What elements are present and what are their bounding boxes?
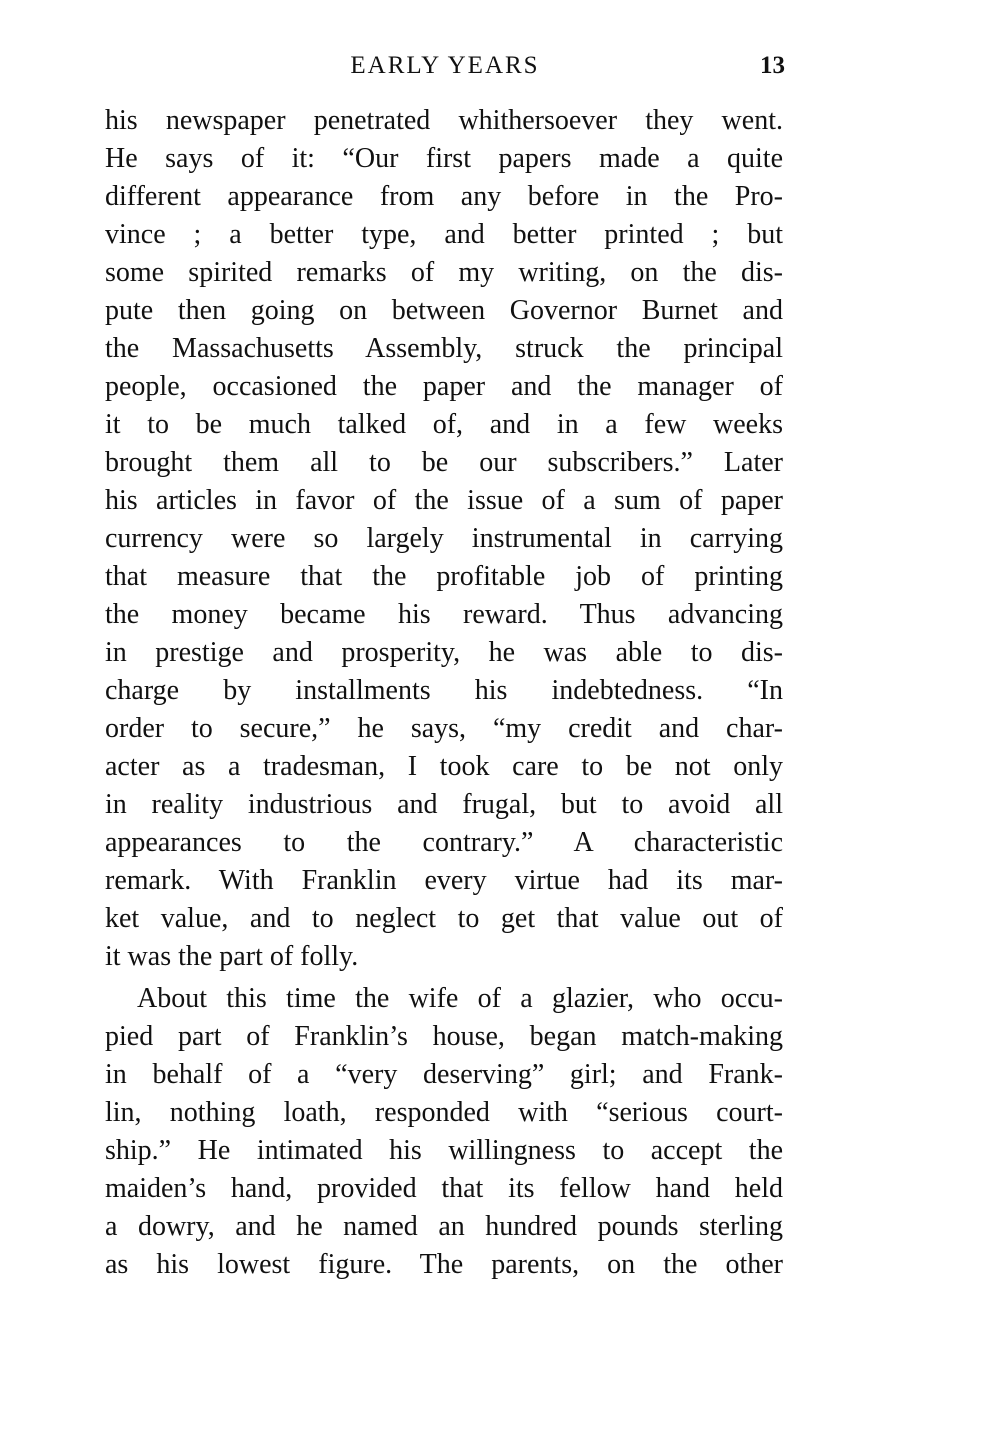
text-line: the money became his reward. Thus advancing [105, 599, 783, 630]
text-line: pied part of Franklin’s house, began match-making [105, 1021, 783, 1052]
text-line: that measure that the profitable job of printing [105, 561, 783, 592]
text-line: lin, nothing loath, responded with “serious court- [105, 1097, 783, 1128]
text-line: He says of it: “Our first papers made a quite [105, 143, 783, 174]
text-line: in reality industrious and frugal, but to avoid all [105, 789, 783, 820]
text-line: appearances to the contrary.” A characteristic [105, 827, 783, 858]
text-line: people, occasioned the paper and the manager of [105, 371, 783, 402]
running-header [105, 50, 785, 82]
text-line: charge by installments his indebtedness. “In [105, 675, 783, 706]
page-number: 13 [760, 52, 785, 79]
text-line: pute then going on between Governor Burnet and [105, 295, 783, 326]
running-title: EARLY YEARS [350, 52, 540, 79]
text-line: different appearance from any before in the Pro- [105, 181, 783, 212]
text-line: a dowry, and he named an hundred pounds sterling [105, 1211, 783, 1242]
text-line: acter as a tradesman, I took care to be not only [105, 751, 783, 782]
text-line: as his lowest figure. The parents, on the other [105, 1249, 783, 1280]
text-line: brought them all to be our subscribers.” Later [105, 447, 783, 478]
text-line: order to secure,” he says, “my credit and char- [105, 713, 783, 744]
text-line: maiden’s hand, provided that its fellow hand held [105, 1173, 783, 1204]
text-line: some spirited remarks of my writing, on the dis- [105, 257, 783, 288]
text-line: his newspaper penetrated whithersoever they went. [105, 105, 783, 136]
paragraph [105, 102, 783, 976]
text-line: in prestige and prosperity, he was able to dis- [105, 637, 783, 668]
text-line: remark. With Franklin every virtue had its mar- [105, 865, 783, 896]
text-line: vince ; a better type, and better printed ; but [105, 219, 783, 250]
text-line: About this time the wife of a glazier, who occu- [137, 983, 783, 1014]
paragraph [105, 980, 783, 1284]
text-line: ket value, and to neglect to get that value out of [105, 903, 783, 934]
text-line: it to be much talked of, and in a few weeks [105, 409, 783, 440]
text-line: the Massachusetts Assembly, struck the principal [105, 333, 783, 364]
text-line: it was the part of folly. [105, 941, 359, 972]
text-line: currency were so largely instrumental in carrying [105, 523, 783, 554]
text-line: ship.” He intimated his willingness to accept the [105, 1135, 783, 1166]
body-text [105, 102, 783, 1284]
text-line: his articles in favor of the issue of a sum of paper [105, 485, 783, 516]
text-line: in behalf of a “very deserving” girl; and Frank- [105, 1059, 783, 1090]
